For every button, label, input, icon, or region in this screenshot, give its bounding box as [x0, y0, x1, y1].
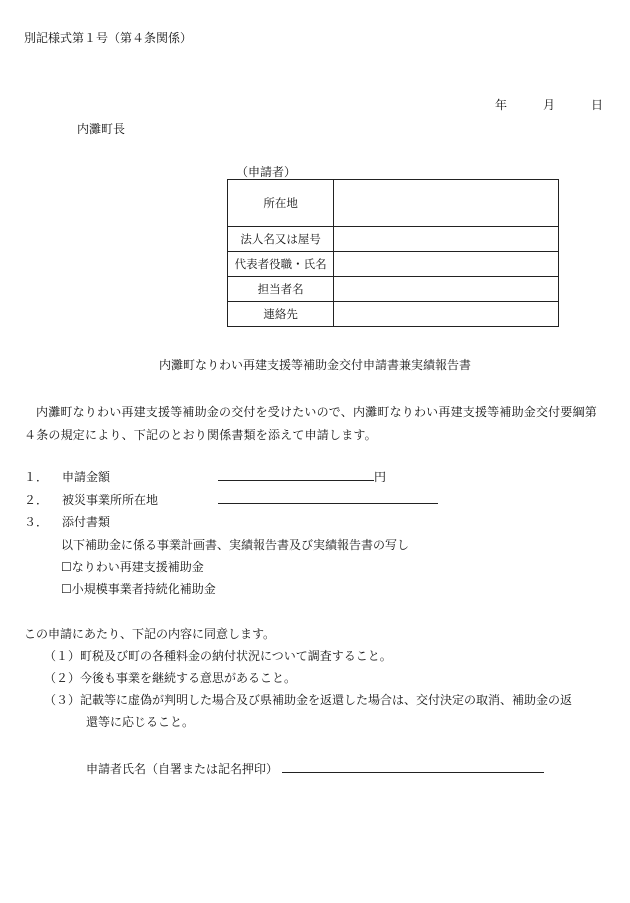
item-label: 申請金額	[62, 470, 111, 484]
table-row	[228, 277, 559, 302]
site-address-input-line[interactable]	[218, 491, 438, 504]
address-label: 所在地	[228, 180, 334, 227]
consent-item: （１）町税及び町の各種料金の納付状況について調査すること。	[44, 649, 392, 663]
applicant-info-table	[227, 179, 559, 327]
company-name-label: 法人名又は屋号	[228, 227, 334, 252]
intro-paragraph: 内灘町なりわい再建支援等補助金の交付を受けたいので、内灘町なりわい再建支援等補助金交付要綱第４条の規定により、下記のとおり関係書類を添えて申請します。	[24, 405, 597, 442]
table-row	[228, 180, 559, 227]
date-line	[495, 97, 603, 113]
contact-info-label: 連絡先	[228, 302, 334, 327]
date-year-label: 年	[494, 98, 507, 112]
representative-label: 代表者役職・氏名	[228, 252, 334, 277]
company-name-field[interactable]	[334, 227, 559, 252]
form-number-label: 別記様式第１号（第４条関係）	[24, 31, 193, 45]
item-application-amount	[24, 468, 386, 485]
item-attachments	[24, 514, 218, 530]
item-number: １．	[24, 470, 49, 484]
contact-person-field[interactable]	[334, 277, 559, 302]
item-label: 添付書類	[62, 515, 111, 529]
consent-item: （３）記載等に虚偽が判明した場合及び県補助金を返還した場合は、交付決定の取消、補助金の返	[44, 693, 573, 707]
date-month-label: 月	[542, 98, 555, 112]
representative-field[interactable]	[334, 252, 559, 277]
contact-info-field[interactable]	[334, 302, 559, 327]
addressee: 内灘町長	[77, 122, 126, 136]
document-title: 内灘町なりわい再建支援等補助金交付申請書兼実績報告書	[158, 358, 471, 372]
consent-item-continuation: 還等に応じること。	[86, 715, 195, 729]
table-row	[228, 302, 559, 327]
signature-input-line[interactable]	[282, 760, 544, 773]
attachment-note: 以下補助金に係る事業計画書、実績報告書及び実績報告書の写し	[61, 538, 410, 552]
item-number: ３．	[24, 515, 49, 529]
yen-suffix: 円	[374, 470, 387, 484]
checkbox-nariwai-subsidy[interactable]: ☐なりわい再建支援補助金	[61, 560, 204, 574]
amount-input-line[interactable]	[218, 468, 374, 481]
table-row	[228, 227, 559, 252]
table-row	[228, 252, 559, 277]
signature-line	[86, 760, 544, 777]
item-number: ２．	[24, 493, 49, 507]
checkbox-small-business-subsidy[interactable]: ☐小規模事業者持続化補助金	[61, 582, 216, 596]
date-day-label: 日	[590, 98, 603, 112]
signature-label: 申請者氏名（自署または記名押印）	[86, 762, 279, 776]
consent-item: （２）今後も事業を継続する意思があること。	[44, 671, 297, 685]
applicant-caption: （申請者）	[236, 165, 297, 179]
contact-person-label: 担当者名	[228, 277, 334, 302]
consent-heading: この申請にあたり、下記の内容に同意します。	[24, 627, 276, 641]
address-field[interactable]	[334, 180, 559, 227]
item-label: 被災事業所所在地	[62, 493, 159, 507]
item-disaster-site	[24, 491, 438, 508]
